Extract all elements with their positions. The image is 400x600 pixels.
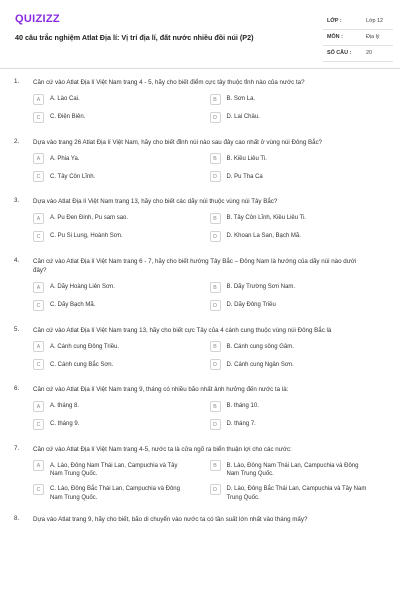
question-item — [0, 257, 400, 313]
option-text: A. Pu Đen Đinh, Pu sam sao. — [50, 215, 129, 221]
answer-options — [33, 341, 368, 372]
answer-option[interactable] — [33, 401, 192, 414]
option-text: C. Cánh cung Bắc Sơn. — [50, 361, 114, 368]
meta-value-count: 20 — [366, 50, 372, 56]
answer-options — [33, 460, 368, 502]
question-item — [0, 197, 400, 244]
question-number: 3. — [14, 197, 20, 204]
option-letter-box: C — [33, 300, 44, 311]
answer-option[interactable] — [33, 460, 192, 479]
question-number: 5. — [14, 325, 20, 333]
document-title: 40 câu trắc nghiệm Atlat Địa lí: Vị trí địa lí, đất nước nhiều đồi núi (P2) — [15, 33, 254, 42]
answer-option[interactable] — [210, 282, 369, 295]
option-text: A. Lào, Đông Nam Thái Lan, Campuchia và Tây Nam Trung Quốc. — [50, 462, 178, 477]
option-text: A. Cánh cung Đông Triều. — [50, 343, 120, 350]
meta-value-class: Lớp 12 — [366, 18, 384, 24]
answer-options — [33, 153, 368, 184]
answer-option[interactable] — [210, 341, 369, 354]
option-text: D. Lào, Đông Bắc Thái Lan, Campuchia và Tây Nam Trung Quốc. — [226, 486, 367, 501]
meta-info — [323, 14, 393, 62]
option-letter-box: A — [33, 213, 44, 224]
answer-option[interactable] — [210, 401, 369, 414]
answer-option[interactable] — [33, 419, 192, 432]
question-item — [0, 326, 400, 373]
option-text: C. tháng 9. — [50, 421, 80, 427]
option-text: B. Kiều Liêu Ti. — [226, 155, 267, 162]
option-letter-box: C — [33, 112, 44, 123]
option-letter-box: D — [210, 112, 221, 123]
option-text: C. Dãy Bạch Mã. — [50, 302, 96, 308]
option-text: D. tháng 7. — [226, 421, 256, 427]
question-item — [0, 445, 400, 503]
question-number: 6. — [14, 385, 20, 392]
answer-option[interactable] — [33, 94, 192, 107]
quizizz-logo: QUIZIZZ — [15, 13, 60, 25]
answer-options — [33, 282, 368, 313]
option-letter-box: B — [210, 94, 221, 105]
answer-option[interactable] — [210, 231, 369, 244]
answer-option[interactable] — [210, 484, 369, 503]
option-letter-box: D — [210, 231, 221, 242]
answer-option[interactable] — [210, 153, 369, 166]
question-text: Căn cứ vào Atlat Địa lí Việt Nam trang 4-5, nước ta là cửa ngõ ra biển thuận lợi cho các nước: — [33, 445, 292, 453]
option-text: B. Lào, Đông Nam Thái Lan, Campuchia và Đông Nam Trung Quốc. — [226, 462, 359, 477]
answer-option[interactable] — [33, 359, 192, 372]
answer-options — [33, 213, 368, 244]
option-text: B. Sơn La. — [226, 96, 256, 102]
question-item — [0, 138, 400, 185]
question-text: Căn cứ vào Atlat Địa lí Việt Nam trang 6 - 7, hãy cho biết hướng Tây Bắc – Đông Nam là hướng của dãy núi nào dưới đây? — [33, 257, 357, 274]
option-letter-box: A — [33, 401, 44, 412]
answer-option[interactable] — [33, 484, 192, 503]
question-text: Dựa vào Atlat Địa lí Việt Nam trang 13, hãy cho biết các dãy núi thuộc vùng núi Tây Bắc? — [33, 198, 278, 205]
option-letter-box: C — [33, 171, 44, 182]
document-header — [0, 0, 400, 68]
option-text: C. Lào, Đông Bắc Thái Lan, Campuchia và Đông Nam Trung Quốc. — [50, 486, 180, 501]
question-item — [0, 515, 400, 525]
option-letter-box: A — [33, 94, 44, 105]
option-letter-box: C — [33, 231, 44, 242]
question-text: Căn cứ vào Atlat Địa lí Việt Nam trang 9, tháng có nhiều bão nhất ảnh hưởng đến nước ta là: — [33, 386, 289, 393]
answer-option[interactable] — [33, 231, 192, 244]
question-text: Dựa vào Atlat trang 9, hãy cho biết, bão di chuyển vào nước ta có tần suất lớn nhất vào tháng mấy? — [33, 516, 308, 523]
answer-option[interactable] — [210, 112, 369, 125]
question-item — [0, 385, 400, 432]
option-text: B. Tây Côn Lĩnh, Kiều Liêu Ti. — [226, 215, 307, 221]
question-item — [0, 78, 400, 125]
option-text: A. Phia Ya. — [50, 155, 80, 162]
option-letter-box: B — [210, 213, 221, 224]
option-letter-box: A — [33, 153, 44, 164]
meta-row-count — [323, 46, 393, 62]
option-letter-box: C — [33, 419, 44, 430]
meta-label-class: LỚP : — [327, 18, 342, 24]
option-letter-box: A — [33, 341, 44, 352]
question-text: Căn cứ vào Atlat Địa lí Việt Nam trang 4 - 5, hãy cho biết điểm cực tây thuộc tỉnh nào của nước ta? — [33, 79, 305, 86]
option-text: D. Khoan La San, Bạch Mã. — [226, 233, 301, 239]
answer-option[interactable] — [210, 213, 369, 226]
option-letter-box: D — [210, 419, 221, 430]
answer-option[interactable] — [33, 112, 192, 125]
option-letter-box: A — [33, 460, 44, 471]
option-text: B. Dãy Trường Sơn Nam. — [226, 284, 296, 290]
answer-option[interactable] — [33, 153, 192, 166]
question-text: Dựa vào trang 26 Atlat Địa lí Việt Nam, hãy cho biết đỉnh núi nào sau đây cao nhất ở vùng núi Đông Bắc? — [33, 138, 323, 146]
question-list — [0, 78, 400, 538]
answer-option[interactable] — [33, 300, 192, 313]
option-letter-box: B — [210, 401, 221, 412]
option-letter-box: B — [210, 460, 221, 471]
answer-option[interactable] — [33, 341, 192, 354]
meta-row-class — [323, 14, 393, 30]
option-letter-box: A — [33, 282, 44, 293]
answer-option[interactable] — [210, 94, 369, 107]
option-text: B. Cánh cung sông Gâm. — [226, 343, 294, 350]
option-text: A. Dãy Hoàng Liên Sơn. — [50, 284, 115, 290]
answer-options — [33, 401, 368, 432]
answer-option[interactable] — [33, 282, 192, 295]
option-letter-box: D — [210, 300, 221, 311]
option-letter-box: B — [210, 341, 221, 352]
header-divider — [0, 68, 400, 69]
option-text: A. Lào Cai. — [50, 96, 80, 102]
option-text: D. Dãy Đông Triều — [226, 302, 276, 308]
option-letter-box: B — [210, 282, 221, 293]
question-number: 1. — [14, 78, 20, 85]
option-letter-box: C — [33, 359, 44, 370]
answer-option[interactable] — [33, 171, 192, 184]
meta-label-subject: MÔN : — [327, 34, 343, 40]
option-text: C. Điện Biên. — [50, 114, 86, 120]
option-text: D. Lai Châu. — [226, 114, 260, 120]
question-number: 4. — [14, 256, 20, 264]
option-letter-box: D — [210, 171, 221, 182]
option-letter-box: D — [210, 359, 221, 370]
option-text: B. tháng 10. — [226, 403, 259, 409]
answer-option[interactable] — [33, 213, 192, 226]
answer-options — [33, 94, 368, 125]
option-letter-box: D — [210, 484, 221, 495]
meta-label-count: SỐ CÂU : — [327, 50, 352, 56]
option-text: C. Tây Côn Lĩnh. — [50, 173, 96, 180]
question-number: 8. — [14, 515, 20, 522]
option-text: A. tháng 8. — [50, 403, 80, 409]
answer-option[interactable] — [210, 460, 369, 479]
meta-value-subject: Địa lý — [366, 34, 380, 40]
question-number: 7. — [14, 444, 20, 452]
meta-row-subject — [323, 30, 393, 46]
option-text: D. Cánh cung Ngân Sơn. — [226, 361, 294, 368]
answer-option[interactable] — [210, 171, 369, 184]
option-text: D. Pu Tha Ca — [226, 173, 263, 180]
option-text: C. Pu Si Lung, Hoành Sơn. — [50, 233, 123, 239]
question-text: Căn cứ vào Atlat Địa lí Việt Nam trang 13, hãy cho biết cực Tây của 4 cánh cung thuộc vùng núi Đông Bắc là — [33, 326, 332, 334]
option-letter-box: C — [33, 484, 44, 495]
question-number: 2. — [14, 137, 20, 145]
answer-option[interactable] — [210, 359, 369, 372]
answer-option[interactable] — [210, 419, 369, 432]
answer-option[interactable] — [210, 300, 369, 313]
option-letter-box: B — [210, 153, 221, 164]
